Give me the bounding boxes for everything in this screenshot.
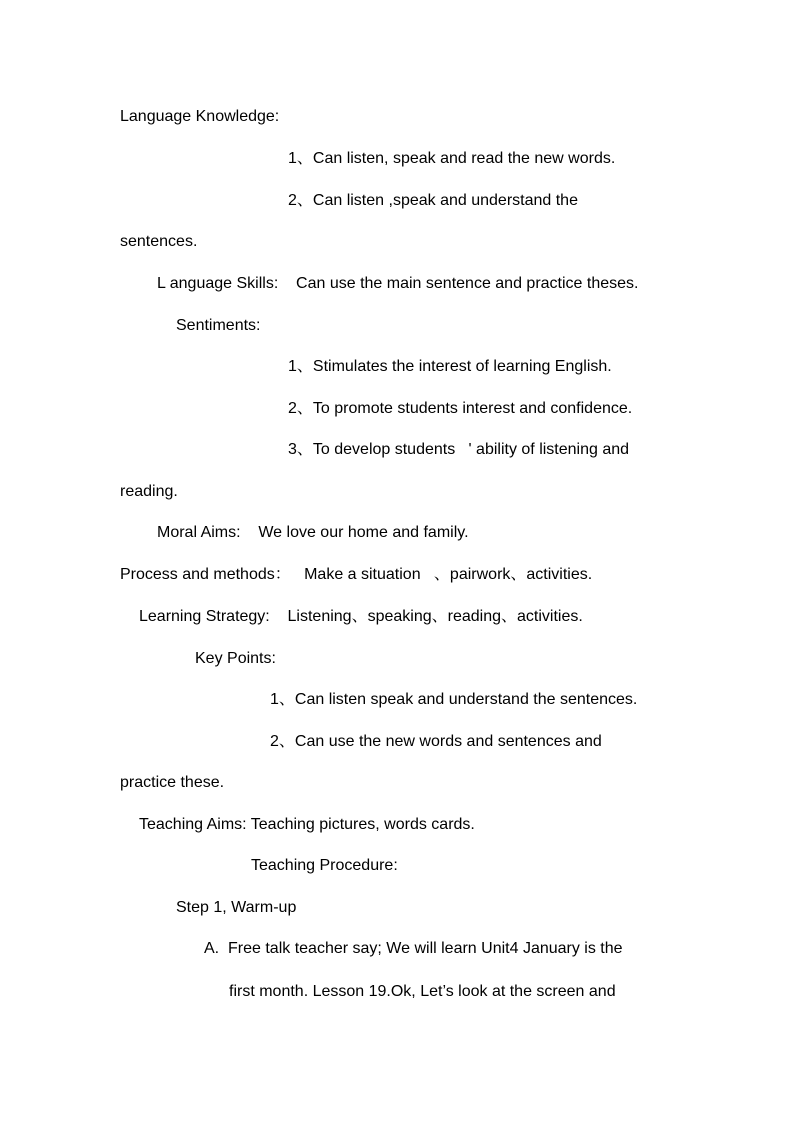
teaching-procedure-heading: Teaching Procedure: bbox=[251, 857, 398, 874]
step-1-heading: Step 1, Warm-up bbox=[176, 899, 297, 916]
moral-aims-line: Moral Aims: We love our home and family. bbox=[157, 524, 469, 541]
language-knowledge-heading: Language Knowledge: bbox=[120, 108, 280, 125]
key-points-heading: Key Points: bbox=[195, 650, 276, 667]
language-knowledge-item-1: 1、Can listen, speak and read the new words. bbox=[288, 150, 616, 167]
process-methods-line: Process and methods： Make a situation 、pairwork、activities. bbox=[120, 566, 593, 583]
language-skills-line: L anguage Skills: Can use the main sentence and practice theses. bbox=[157, 275, 639, 292]
teaching-aims-line: Teaching Aims: Teaching pictures, words cards. bbox=[139, 816, 475, 833]
learning-strategy-line: Learning Strategy: Listening、speaking、reading、activities. bbox=[139, 608, 583, 625]
sentiments-heading: Sentiments: bbox=[176, 317, 261, 334]
sentiments-item-3: 3、To develop students ' ability of listening and bbox=[288, 441, 630, 458]
sentiments-item-3-continued: reading. bbox=[120, 483, 178, 500]
language-knowledge-item-2-continued: sentences. bbox=[120, 233, 198, 250]
sentiments-item-2: 2、To promote students interest and confidence. bbox=[288, 400, 633, 417]
sentiments-item-1: 1、Stimulates the interest of learning English. bbox=[288, 358, 612, 375]
key-points-item-2-continued: practice these. bbox=[120, 774, 225, 791]
step-1-item-a: A. Free talk teacher say; We will learn Unit4 January is the bbox=[204, 940, 623, 957]
key-points-item-1: 1、Can listen speak and understand the sentences. bbox=[270, 691, 638, 708]
key-points-item-2: 2、Can use the new words and sentences and bbox=[270, 733, 602, 750]
step-1-item-a-continued: first month. Lesson 19.Ok, Let’s look at the screen and bbox=[229, 983, 616, 1000]
language-knowledge-item-2: 2、Can listen ,speak and understand the bbox=[288, 192, 578, 209]
